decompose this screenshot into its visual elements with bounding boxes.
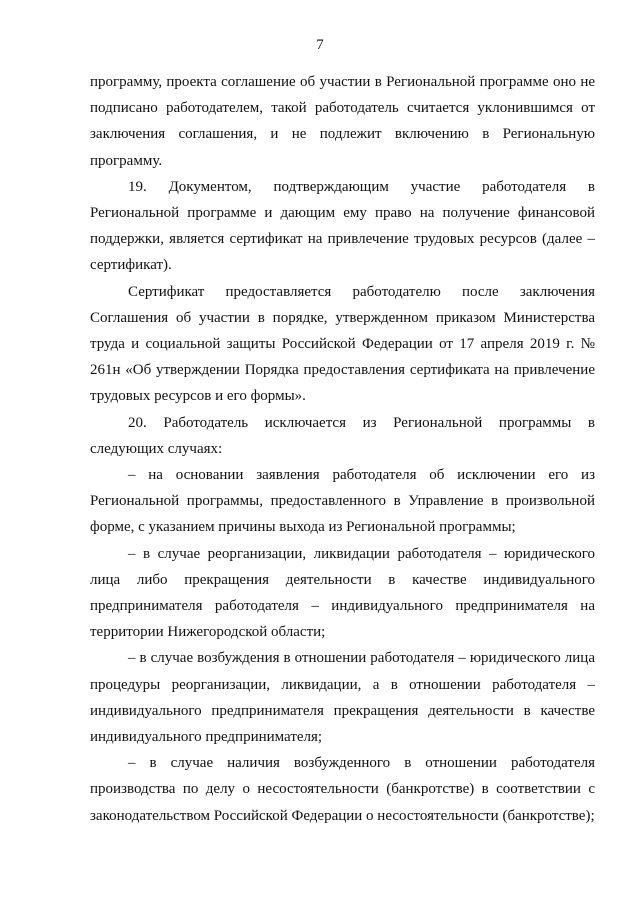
document-body (90, 69, 595, 829)
paragraph-continuation: программу, проекта соглашение об участии в Региональной программе оно не подписано работодателем, такой работодатель считается уклонившимся от заключения соглашения, и не подлежит включению в Региональную программу. (90, 74, 595, 169)
list-item-application: – на основании заявления работодателя об исключении его из Региональной программы, предоставленного в Управление в произвольной форме, с указанием причины выхода из Региональной программы; (90, 467, 595, 536)
list-item-reorganization: – в случае реорганизации, ликвидации работодателя – юридического лица либо прекращения деятельности в качестве индивидуального предпринимателя работодателя – индивидуального предпринимателя на территории Нижегородской области; (90, 545, 595, 641)
list-item-bankruptcy: – в случае наличия возбужденного в отношении работодателя производства по делу о несостоятельности (банкротстве) в соответствии с законодательством Российской Федерации о несостоятельности (банкротстве); (90, 755, 595, 824)
paragraph-19: 19. Документом, подтверждающим участие работодателя в Региональной программе и дающим ему право на получение финансовой поддержки, является сертификат на привлечение трудовых ресурсов (далее – сертификат). (90, 178, 595, 274)
list-item-proceedings: – в случае возбуждения в отношении работодателя – юридического лица процедуры реорганизации, ликвидации, а в отношении работодателя – индивидуального предпринимателя прекращения деятельности в качестве индивидуального предпринимателя; (90, 650, 595, 746)
paragraph-20: 20. Работодатель исключается из Региональной программы в следующих случаях: (90, 414, 595, 457)
paragraph-certificate: Сертификат предоставляется работодателю после заключения Соглашения об участии в порядке, утвержденном приказом Министерства труда и социальной защиты Российской Федерации от 17 апреля 2019 г. № 261н «Об утверждении Порядка предоставления сертификата на привлечение трудовых ресурсов и его формы». (90, 283, 595, 405)
page-number: 7 (316, 37, 324, 53)
